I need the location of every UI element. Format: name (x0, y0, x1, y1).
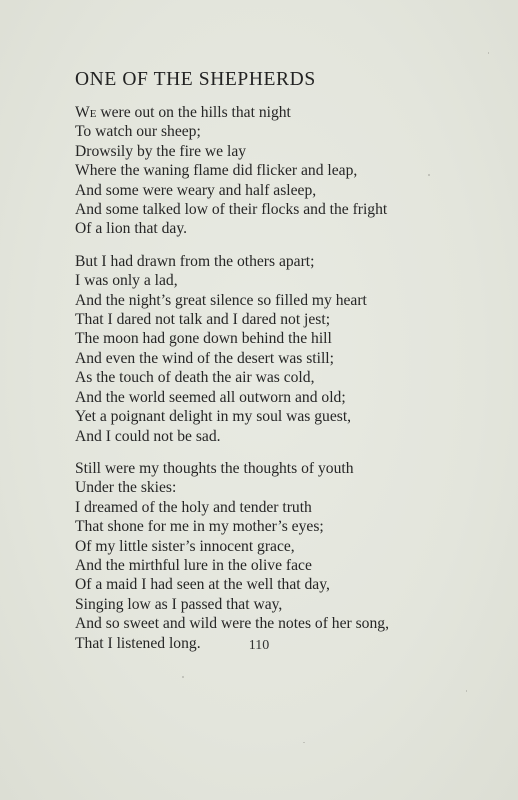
poem-title: ONE OF THE SHEPHERDS (75, 69, 316, 90)
poem-line: That I dared not talk and I dared not jest; (75, 311, 331, 329)
poem-line: Where the waning flame did flicker and leap, (75, 162, 358, 180)
poem-line: And some were weary and half asleep, (75, 181, 317, 199)
poem-line: Under the skies: (75, 479, 177, 497)
poem-line: And the night’s great silence so filled my heart (75, 291, 367, 309)
stanza-3 (75, 459, 495, 653)
poem-line: Of a lion that day. (75, 220, 188, 238)
poem-line: And even the wind of the desert was still; (75, 349, 334, 367)
poem-line: Singing low as I passed that way, (75, 595, 283, 613)
initial-smallcaps: We (75, 104, 97, 121)
paper-speck (428, 174, 430, 176)
poem-line: Of my little sister’s innocent grace, (75, 537, 295, 555)
poem-body (75, 103, 495, 653)
stanza-2 (75, 252, 495, 446)
poem-line: And so sweet and wild were the notes of her song, (75, 615, 389, 633)
poem-line: And some talked low of their flocks and the fright (75, 201, 388, 219)
poem-line: That shone for me in my mother’s eyes; (75, 518, 324, 536)
poem-line: And the mirthful lure in the olive face (75, 556, 312, 574)
poem-line: Still were my thoughts the thoughts of youth (75, 459, 354, 477)
paper-speck (303, 742, 305, 743)
poem-line: To watch our sheep; (75, 123, 201, 141)
poem-line: As the touch of death the air was cold, (75, 369, 315, 387)
poem-line: Drowsily by the fire we lay (75, 142, 247, 160)
poem-line (75, 103, 495, 122)
paper-speck (488, 52, 489, 54)
paper-speck (466, 690, 467, 692)
poem-line: And I could not be sad. (75, 427, 221, 445)
poem-line: I was only a lad, (75, 272, 178, 290)
poem-line: That I listened long. (75, 634, 201, 652)
poem-line: Yet a poignant delight in my soul was guest, (75, 408, 352, 426)
poem-line: Of a maid I had seen at the well that day, (75, 576, 330, 594)
line-text: were out on the hills that night (96, 104, 291, 121)
poem-line: And the world seemed all outworn and old; (75, 388, 346, 406)
page-number: 110 (248, 638, 270, 653)
paper-speck (182, 676, 184, 678)
poem-line: The moon had gone down behind the hill (75, 330, 332, 348)
poem-line: I dreamed of the holy and tender truth (75, 498, 312, 516)
stanza-1 (75, 103, 495, 239)
poem-line: But I had drawn from the others apart; (75, 252, 315, 270)
